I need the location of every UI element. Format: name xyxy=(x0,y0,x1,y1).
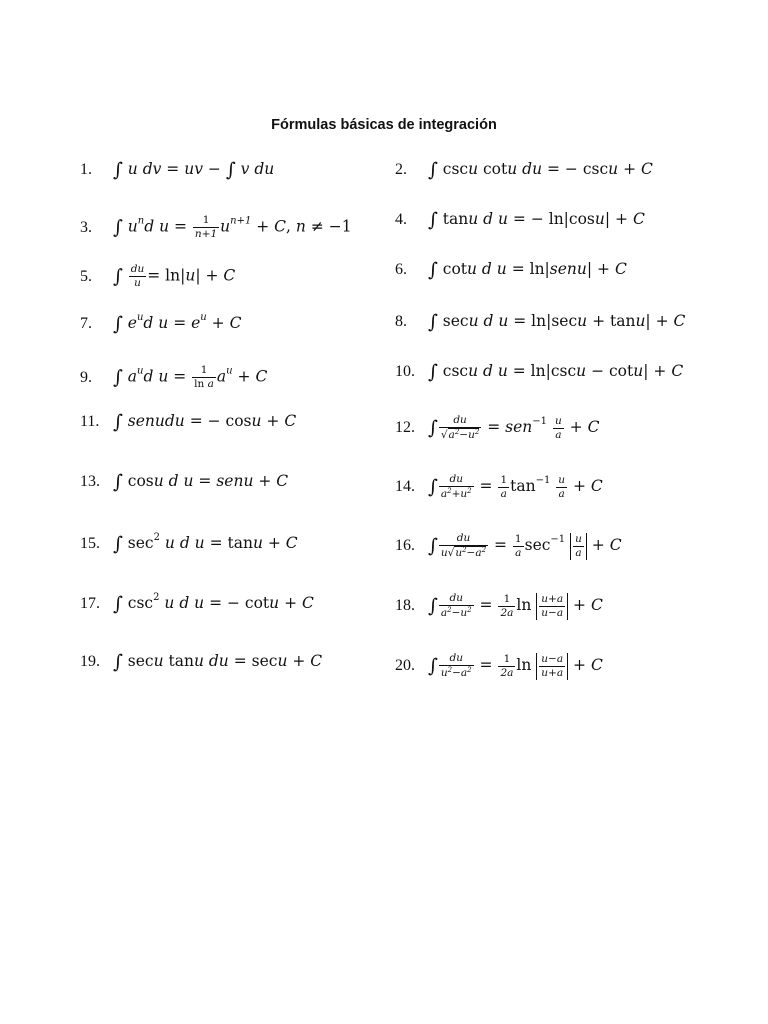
formula-5 xyxy=(80,263,235,290)
formula-10 xyxy=(395,363,683,382)
formula-number: 15. xyxy=(80,535,100,552)
formula-expression: ∫ cscu cotu du = − cscu + C xyxy=(427,159,653,181)
formula-2 xyxy=(395,161,653,180)
formula-expression: ∫ $a^ud$ u = $\frac{1}{\text{ln a}}$ $a^u + C$ xyxy=(112,364,268,391)
formula-expression: ∫ $e^ud$ $u = e^u + C$ xyxy=(112,312,242,335)
formula-number: 18. xyxy=(395,597,415,615)
formula-expression: ∫ cosu d u = senu + C xyxy=(112,471,289,493)
formula-expression: ∫ cscu d u = ln|cscu − cotu| + C xyxy=(427,361,684,383)
formula-4 xyxy=(395,211,645,230)
formula-number: 17. xyxy=(80,595,100,612)
formula-expression: ∫ $\sec^2 u$ d u = tanu + C xyxy=(112,532,298,555)
formula-number: 1. xyxy=(80,161,92,178)
formula-expression: ∫ $\frac{du}{a^2-u^2}$ = $\frac{1}{2a}$ ln $\frac{u+a}{u-a}$ + C xyxy=(427,592,603,620)
formula-17 xyxy=(80,593,314,614)
formula-number: 5. xyxy=(80,267,92,285)
formula-number: 4. xyxy=(395,211,407,228)
formula-number: 12. xyxy=(395,419,415,437)
formula-expression: ∫ $\frac{du}{√a^2-u^2}$ = sen$^{-1}$ $\frac{u}{a}$ + C xyxy=(427,414,600,442)
formula-expression: ∫ $\frac{du}{u^2-a^2}$ = $\frac{1}{2a}$ ln $\frac{u-a}{u+a}$ + C xyxy=(427,652,603,680)
formula-12 xyxy=(395,414,599,442)
formula-expression: ∫ $\csc^2 u$ d u = − cotu + C xyxy=(112,592,314,615)
formula-expression: ∫ secu d u = ln|secu + tanu| + C xyxy=(427,311,686,333)
formula-15 xyxy=(80,533,298,554)
formula-number: 7. xyxy=(80,315,92,332)
formula-number: 13. xyxy=(80,473,100,490)
formula-expression: ∫ $u^nd$ u = $\frac{1}{n+1}$ $u^{n+1} + C$, n ≠ −1 xyxy=(112,214,352,241)
formula-expression: ∫ $\frac{du}{u√u^2-a^2}$ = $\frac{1}{a}$ $\sec^{-1}$ $\frac{u}{a}$ + C xyxy=(427,532,622,560)
formula-expression: ∫ tanu d u = − ln|cosu| + C xyxy=(427,209,645,231)
formula-11 xyxy=(80,413,296,432)
formula-16 xyxy=(395,532,622,560)
formula-expression: ∫ secu tanu du = secu + C xyxy=(112,651,323,673)
formula-expression: ∫ cotu d u = ln|senu| + C xyxy=(427,259,627,281)
formula-number: 6. xyxy=(395,261,407,278)
formula-number: 16. xyxy=(395,537,415,555)
formula-8 xyxy=(395,313,685,332)
formula-19 xyxy=(80,653,322,672)
formula-expression: ∫ $\frac{du}{u}$ = ln|u| + C xyxy=(112,263,236,290)
formula-number: 3. xyxy=(80,218,92,236)
formula-expression: ∫ $\frac{du}{a^2+u^2}$ = $\frac{1}{a}$ $\tan^{-1}$ $\frac{u}{a}$ + C xyxy=(427,473,603,501)
formula-number: 11. xyxy=(80,413,100,430)
formula-number: 8. xyxy=(395,313,407,330)
formula-1 xyxy=(80,161,274,180)
formula-number: 19. xyxy=(80,653,100,670)
formula-20 xyxy=(395,652,603,680)
page-title: Fórmulas básicas de integración xyxy=(271,117,497,133)
formula-number: 14. xyxy=(395,478,415,496)
formula-13 xyxy=(80,473,288,492)
formula-number: 10. xyxy=(395,363,415,380)
formula-3 xyxy=(80,214,352,241)
formula-number: 20. xyxy=(395,657,415,675)
formula-7 xyxy=(80,313,241,334)
formula-18 xyxy=(395,592,603,620)
formula-6 xyxy=(395,261,627,280)
formula-14 xyxy=(395,473,603,501)
formula-9 xyxy=(80,364,267,391)
formula-expression: ∫ u dv = uv − ∫ v du xyxy=(112,159,275,181)
formula-number: 2. xyxy=(395,161,407,178)
formula-number: 9. xyxy=(80,368,92,386)
formula-expression: ∫ senudu = − cosu + C xyxy=(112,411,297,433)
